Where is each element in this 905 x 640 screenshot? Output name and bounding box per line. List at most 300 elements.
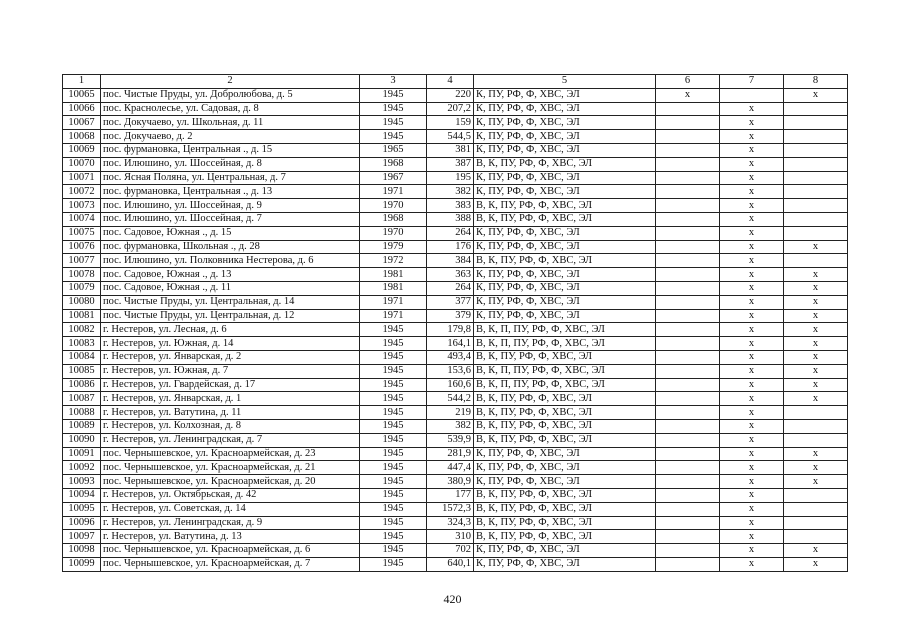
mark-cell — [656, 378, 720, 392]
mark-cell — [656, 502, 720, 516]
mark-cell: х — [720, 544, 784, 558]
year-cell: 1945 — [360, 116, 427, 130]
header-cell: 6 — [656, 75, 720, 89]
address-cell: пос. Докучаево, д. 2 — [101, 130, 360, 144]
mark-cell — [784, 116, 848, 130]
utilities-cell: В, К, ПУ, РФ, Ф, ХВС, ЭЛ — [474, 530, 656, 544]
utilities-cell: К, ПУ, РФ, Ф, ХВС, ЭЛ — [474, 116, 656, 130]
mark-cell: х — [784, 268, 848, 282]
address-cell: г. Нестеров, ул. Ленинградская, д. 9 — [101, 516, 360, 530]
mark-cell: х — [720, 226, 784, 240]
area-cell: 177 — [427, 488, 474, 502]
utilities-cell: К, ПУ, РФ, Ф, ХВС, ЭЛ — [474, 171, 656, 185]
mark-cell — [656, 143, 720, 157]
year-cell: 1945 — [360, 364, 427, 378]
mark-cell — [656, 199, 720, 213]
mark-cell — [656, 116, 720, 130]
table-row — [63, 254, 848, 268]
area-cell: 539,9 — [427, 433, 474, 447]
area-cell: 388 — [427, 212, 474, 226]
mark-cell — [656, 171, 720, 185]
mark-cell: х — [784, 557, 848, 571]
address-cell: г. Нестеров, ул. Гвардейская, д. 17 — [101, 378, 360, 392]
year-cell: 1971 — [360, 295, 427, 309]
area-cell: 363 — [427, 268, 474, 282]
mark-cell: х — [784, 281, 848, 295]
utilities-cell: К, ПУ, РФ, Ф, ХВС, ЭЛ — [474, 226, 656, 240]
year-cell: 1965 — [360, 143, 427, 157]
area-cell: 160,6 — [427, 378, 474, 392]
row-number: 10070 — [63, 157, 101, 171]
mark-cell — [656, 530, 720, 544]
table-row — [63, 378, 848, 392]
year-cell: 1945 — [360, 530, 427, 544]
mark-cell: х — [720, 130, 784, 144]
address-cell: пос. Чистые Пруды, ул. Центральная, д. 12 — [101, 309, 360, 323]
area-cell: 164,1 — [427, 337, 474, 351]
year-cell: 1970 — [360, 226, 427, 240]
area-cell: 387 — [427, 157, 474, 171]
mark-cell: х — [720, 268, 784, 282]
area-cell: 159 — [427, 116, 474, 130]
year-cell: 1981 — [360, 281, 427, 295]
utilities-cell: К, ПУ, РФ, Ф, ХВС, ЭЛ — [474, 130, 656, 144]
mark-cell — [784, 433, 848, 447]
mark-cell — [784, 502, 848, 516]
utilities-cell: В, К, ПУ, РФ, Ф, ХВС, ЭЛ — [474, 157, 656, 171]
utilities-cell: В, К, П, ПУ, РФ, Ф, ХВС, ЭЛ — [474, 323, 656, 337]
row-number: 10093 — [63, 475, 101, 489]
mark-cell — [656, 254, 720, 268]
utilities-cell: В, К, ПУ, РФ, Ф, ХВС, ЭЛ — [474, 488, 656, 502]
mark-cell: х — [720, 364, 784, 378]
year-cell: 1945 — [360, 323, 427, 337]
utilities-cell: К, ПУ, РФ, Ф, ХВС, ЭЛ — [474, 240, 656, 254]
utilities-cell: К, ПУ, РФ, Ф, ХВС, ЭЛ — [474, 475, 656, 489]
mark-cell — [656, 516, 720, 530]
area-cell: 382 — [427, 185, 474, 199]
address-cell: г. Нестеров, ул. Октябрьская, д. 42 — [101, 488, 360, 502]
row-number: 10095 — [63, 502, 101, 516]
year-cell: 1945 — [360, 475, 427, 489]
mark-cell — [784, 199, 848, 213]
row-number: 10074 — [63, 212, 101, 226]
mark-cell — [784, 488, 848, 502]
mark-cell: х — [720, 240, 784, 254]
row-number: 10079 — [63, 281, 101, 295]
table-row — [63, 364, 848, 378]
row-number: 10082 — [63, 323, 101, 337]
mark-cell: х — [720, 199, 784, 213]
mark-cell — [784, 226, 848, 240]
address-cell: пос. Илюшино, ул. Полковника Нестерова, д. 6 — [101, 254, 360, 268]
table-row — [63, 544, 848, 558]
mark-cell — [784, 157, 848, 171]
address-cell: пос. Докучаево, ул. Школьная, д. 11 — [101, 116, 360, 130]
mark-cell: х — [720, 309, 784, 323]
table-row — [63, 295, 848, 309]
utilities-cell: В, К, ПУ, РФ, Ф, ХВС, ЭЛ — [474, 199, 656, 213]
mark-cell: х — [784, 364, 848, 378]
address-cell: пос. фурмановка, Центральная ., д. 13 — [101, 185, 360, 199]
table-row — [63, 268, 848, 282]
area-cell: 544,2 — [427, 392, 474, 406]
table-row — [63, 530, 848, 544]
mark-cell — [656, 226, 720, 240]
area-cell: 640,1 — [427, 557, 474, 571]
utilities-cell: В, К, ПУ, РФ, Ф, ХВС, ЭЛ — [474, 433, 656, 447]
row-number: 10094 — [63, 488, 101, 502]
mark-cell: х — [720, 185, 784, 199]
year-cell: 1971 — [360, 185, 427, 199]
year-cell: 1945 — [360, 544, 427, 558]
year-cell: 1979 — [360, 240, 427, 254]
header-cell: 7 — [720, 75, 784, 89]
year-cell: 1945 — [360, 350, 427, 364]
row-number: 10097 — [63, 530, 101, 544]
mark-cell: х — [720, 337, 784, 351]
mark-cell: х — [784, 309, 848, 323]
year-cell: 1972 — [360, 254, 427, 268]
table-row — [63, 433, 848, 447]
mark-cell: х — [720, 516, 784, 530]
table-row — [63, 143, 848, 157]
year-cell: 1967 — [360, 171, 427, 185]
mark-cell: х — [784, 337, 848, 351]
year-cell: 1945 — [360, 392, 427, 406]
utilities-cell: В, К, ПУ, РФ, Ф, ХВС, ЭЛ — [474, 350, 656, 364]
mark-cell: х — [784, 240, 848, 254]
mark-cell — [656, 488, 720, 502]
table-row — [63, 116, 848, 130]
mark-cell: х — [784, 378, 848, 392]
table-row — [63, 516, 848, 530]
table-row — [63, 419, 848, 433]
mark-cell — [656, 392, 720, 406]
utilities-cell: К, ПУ, РФ, Ф, ХВС, ЭЛ — [474, 461, 656, 475]
mark-cell — [656, 406, 720, 420]
mark-cell: х — [784, 323, 848, 337]
mark-cell: х — [720, 502, 784, 516]
row-number: 10087 — [63, 392, 101, 406]
address-cell: пос. Чистые Пруды, ул. Центральная, д. 14 — [101, 295, 360, 309]
utilities-cell: В, К, П, ПУ, РФ, Ф, ХВС, ЭЛ — [474, 364, 656, 378]
table-row — [63, 226, 848, 240]
address-cell: пос. фурмановка, Школьная ., д. 28 — [101, 240, 360, 254]
row-number: 10081 — [63, 309, 101, 323]
address-cell: пос. Чернышевское, ул. Красноармейская, д. 6 — [101, 544, 360, 558]
mark-cell: х — [784, 350, 848, 364]
header-cell: 2 — [101, 75, 360, 89]
address-cell: пос. Чернышевское, ул. Красноармейская, д. 7 — [101, 557, 360, 571]
mark-cell: х — [720, 378, 784, 392]
address-cell: пос. Чернышевское, ул. Красноармейская, д. 20 — [101, 475, 360, 489]
row-number: 10077 — [63, 254, 101, 268]
table-row — [63, 337, 848, 351]
mark-cell — [784, 516, 848, 530]
mark-cell: х — [720, 157, 784, 171]
table-row — [63, 447, 848, 461]
mark-cell: х — [784, 461, 848, 475]
table-body — [63, 88, 848, 571]
utilities-cell: К, ПУ, РФ, Ф, ХВС, ЭЛ — [474, 447, 656, 461]
table-row — [63, 557, 848, 571]
address-cell: г. Нестеров, ул. Южная, д. 14 — [101, 337, 360, 351]
mark-cell — [784, 143, 848, 157]
year-cell: 1971 — [360, 309, 427, 323]
row-number: 10099 — [63, 557, 101, 571]
year-cell: 1945 — [360, 130, 427, 144]
table-row — [63, 461, 848, 475]
row-number: 10090 — [63, 433, 101, 447]
mark-cell — [656, 433, 720, 447]
table-row — [63, 502, 848, 516]
mark-cell — [784, 102, 848, 116]
mark-cell — [784, 530, 848, 544]
area-cell: 281,9 — [427, 447, 474, 461]
mark-cell — [784, 419, 848, 433]
mark-cell — [656, 309, 720, 323]
table-row — [63, 185, 848, 199]
area-cell: 382 — [427, 419, 474, 433]
year-cell: 1981 — [360, 268, 427, 282]
utilities-cell: К, ПУ, РФ, Ф, ХВС, ЭЛ — [474, 544, 656, 558]
row-number: 10075 — [63, 226, 101, 240]
mark-cell: х — [720, 281, 784, 295]
address-cell: пос. Илюшино, ул. Шоссейная, д. 9 — [101, 199, 360, 213]
mark-cell — [656, 544, 720, 558]
area-cell: 264 — [427, 226, 474, 240]
utilities-cell: К, ПУ, РФ, Ф, ХВС, ЭЛ — [474, 185, 656, 199]
mark-cell: х — [720, 212, 784, 226]
row-number: 10076 — [63, 240, 101, 254]
area-cell: 179,8 — [427, 323, 474, 337]
mark-cell — [656, 240, 720, 254]
table-row — [63, 130, 848, 144]
mark-cell — [784, 185, 848, 199]
row-number: 10065 — [63, 88, 101, 102]
address-cell: пос. Краснолесье, ул. Садовая, д. 8 — [101, 102, 360, 116]
mark-cell — [656, 185, 720, 199]
address-cell: пос. Илюшино, ул. Шоссейная, д. 7 — [101, 212, 360, 226]
row-number: 10092 — [63, 461, 101, 475]
row-number: 10067 — [63, 116, 101, 130]
mark-cell: х — [720, 406, 784, 420]
mark-cell — [656, 447, 720, 461]
mark-cell — [656, 475, 720, 489]
mark-cell — [720, 88, 784, 102]
address-cell: г. Нестеров, ул. Колхозная, д. 8 — [101, 419, 360, 433]
year-cell: 1945 — [360, 461, 427, 475]
table-row — [63, 240, 848, 254]
row-number: 10091 — [63, 447, 101, 461]
mark-cell: х — [720, 475, 784, 489]
row-number: 10098 — [63, 544, 101, 558]
table-row — [63, 281, 848, 295]
mark-cell: х — [720, 350, 784, 364]
header-cell: 1 — [63, 75, 101, 89]
header-cell: 8 — [784, 75, 848, 89]
table-row — [63, 199, 848, 213]
mark-cell: х — [720, 461, 784, 475]
row-number: 10088 — [63, 406, 101, 420]
area-cell: 380,9 — [427, 475, 474, 489]
area-cell: 176 — [427, 240, 474, 254]
address-cell: г. Нестеров, ул. Ватутина, д. 13 — [101, 530, 360, 544]
utilities-cell: К, ПУ, РФ, Ф, ХВС, ЭЛ — [474, 88, 656, 102]
mark-cell: х — [720, 392, 784, 406]
area-cell: 544,5 — [427, 130, 474, 144]
utilities-cell: К, ПУ, РФ, Ф, ХВС, ЭЛ — [474, 143, 656, 157]
table-row — [63, 406, 848, 420]
mark-cell — [656, 419, 720, 433]
mark-cell: х — [720, 143, 784, 157]
utilities-cell: В, К, П, ПУ, РФ, Ф, ХВС, ЭЛ — [474, 337, 656, 351]
header-cell: 4 — [427, 75, 474, 89]
mark-cell — [656, 212, 720, 226]
mark-cell — [656, 130, 720, 144]
year-cell: 1968 — [360, 212, 427, 226]
address-cell: пос. Садовое, Южная ., д. 13 — [101, 268, 360, 282]
mark-cell: х — [784, 447, 848, 461]
address-cell: г. Нестеров, ул. Январская, д. 1 — [101, 392, 360, 406]
year-cell: 1945 — [360, 488, 427, 502]
year-cell: 1970 — [360, 199, 427, 213]
year-cell: 1945 — [360, 406, 427, 420]
header-row — [63, 75, 848, 89]
mark-cell: х — [720, 488, 784, 502]
utilities-cell: К, ПУ, РФ, Ф, ХВС, ЭЛ — [474, 102, 656, 116]
row-number: 10078 — [63, 268, 101, 282]
table-row — [63, 102, 848, 116]
table-row — [63, 350, 848, 364]
area-cell: 310 — [427, 530, 474, 544]
year-cell: 1945 — [360, 337, 427, 351]
row-number: 10072 — [63, 185, 101, 199]
mark-cell — [656, 323, 720, 337]
table-row — [63, 309, 848, 323]
mark-cell — [656, 157, 720, 171]
mark-cell — [656, 102, 720, 116]
table-row — [63, 88, 848, 102]
year-cell: 1945 — [360, 88, 427, 102]
area-cell: 381 — [427, 143, 474, 157]
page-number: 420 — [443, 592, 462, 606]
row-number: 10089 — [63, 419, 101, 433]
mark-cell: х — [720, 433, 784, 447]
row-number: 10096 — [63, 516, 101, 530]
table-row — [63, 488, 848, 502]
row-number: 10083 — [63, 337, 101, 351]
mark-cell — [784, 406, 848, 420]
address-cell: г. Нестеров, ул. Южная, д. 7 — [101, 364, 360, 378]
row-number: 10086 — [63, 378, 101, 392]
mark-cell — [656, 350, 720, 364]
utilities-cell: К, ПУ, РФ, Ф, ХВС, ЭЛ — [474, 281, 656, 295]
year-cell: 1945 — [360, 516, 427, 530]
mark-cell: х — [720, 447, 784, 461]
mark-cell — [656, 461, 720, 475]
address-cell: пос. Садовое, Южная ., д. 15 — [101, 226, 360, 240]
mark-cell — [656, 364, 720, 378]
mark-cell: х — [720, 102, 784, 116]
area-cell: 383 — [427, 199, 474, 213]
mark-cell — [656, 557, 720, 571]
utilities-cell: В, К, П, ПУ, РФ, Ф, ХВС, ЭЛ — [474, 378, 656, 392]
year-cell: 1968 — [360, 157, 427, 171]
table-row — [63, 392, 848, 406]
area-cell: 447,4 — [427, 461, 474, 475]
mark-cell: х — [720, 323, 784, 337]
row-number: 10085 — [63, 364, 101, 378]
area-cell: 219 — [427, 406, 474, 420]
mark-cell: х — [720, 419, 784, 433]
year-cell: 1945 — [360, 102, 427, 116]
mark-cell: х — [720, 254, 784, 268]
mark-cell: х — [720, 530, 784, 544]
address-cell: г. Нестеров, ул. Советская, д. 14 — [101, 502, 360, 516]
address-cell: пос. Чернышевское, ул. Красноармейская, д. 21 — [101, 461, 360, 475]
address-cell: г. Нестеров, ул. Январская, д. 2 — [101, 350, 360, 364]
row-number: 10084 — [63, 350, 101, 364]
year-cell: 1945 — [360, 433, 427, 447]
utilities-cell: К, ПУ, РФ, Ф, ХВС, ЭЛ — [474, 557, 656, 571]
row-number: 10069 — [63, 143, 101, 157]
table-row — [63, 323, 848, 337]
utilities-cell: В, К, ПУ, РФ, Ф, ХВС, ЭЛ — [474, 502, 656, 516]
address-cell: пос. Илюшино, ул. Шоссейная, д. 8 — [101, 157, 360, 171]
area-cell: 264 — [427, 281, 474, 295]
area-cell: 1572,3 — [427, 502, 474, 516]
row-number: 10066 — [63, 102, 101, 116]
address-cell: г. Нестеров, ул. Лесная, д. 6 — [101, 323, 360, 337]
mark-cell: х — [784, 392, 848, 406]
utilities-cell: В, К, ПУ, РФ, Ф, ХВС, ЭЛ — [474, 392, 656, 406]
area-cell: 153,6 — [427, 364, 474, 378]
mark-cell — [784, 171, 848, 185]
utilities-cell: В, К, ПУ, РФ, Ф, ХВС, ЭЛ — [474, 419, 656, 433]
area-cell: 379 — [427, 309, 474, 323]
utilities-cell: В, К, ПУ, РФ, Ф, ХВС, ЭЛ — [474, 516, 656, 530]
utilities-cell: В, К, ПУ, РФ, Ф, ХВС, ЭЛ — [474, 254, 656, 268]
year-cell: 1945 — [360, 447, 427, 461]
mark-cell — [656, 281, 720, 295]
mark-cell — [784, 212, 848, 226]
mark-cell: х — [720, 295, 784, 309]
table-row — [63, 212, 848, 226]
address-cell: г. Нестеров, ул. Ватутина, д. 11 — [101, 406, 360, 420]
year-cell: 1945 — [360, 378, 427, 392]
area-cell: 702 — [427, 544, 474, 558]
header-cell: 5 — [474, 75, 656, 89]
area-cell: 195 — [427, 171, 474, 185]
mark-cell — [784, 254, 848, 268]
table-row — [63, 157, 848, 171]
mark-cell: х — [720, 171, 784, 185]
area-cell: 207,2 — [427, 102, 474, 116]
mark-cell: х — [720, 557, 784, 571]
mark-cell: х — [784, 295, 848, 309]
mark-cell — [656, 337, 720, 351]
mark-cell: х — [784, 88, 848, 102]
utilities-cell: К, ПУ, РФ, Ф, ХВС, ЭЛ — [474, 268, 656, 282]
area-cell: 377 — [427, 295, 474, 309]
utilities-cell: К, ПУ, РФ, Ф, ХВС, ЭЛ — [474, 309, 656, 323]
mark-cell: х — [784, 544, 848, 558]
year-cell: 1945 — [360, 419, 427, 433]
year-cell: 1945 — [360, 557, 427, 571]
header-cell: 3 — [360, 75, 427, 89]
